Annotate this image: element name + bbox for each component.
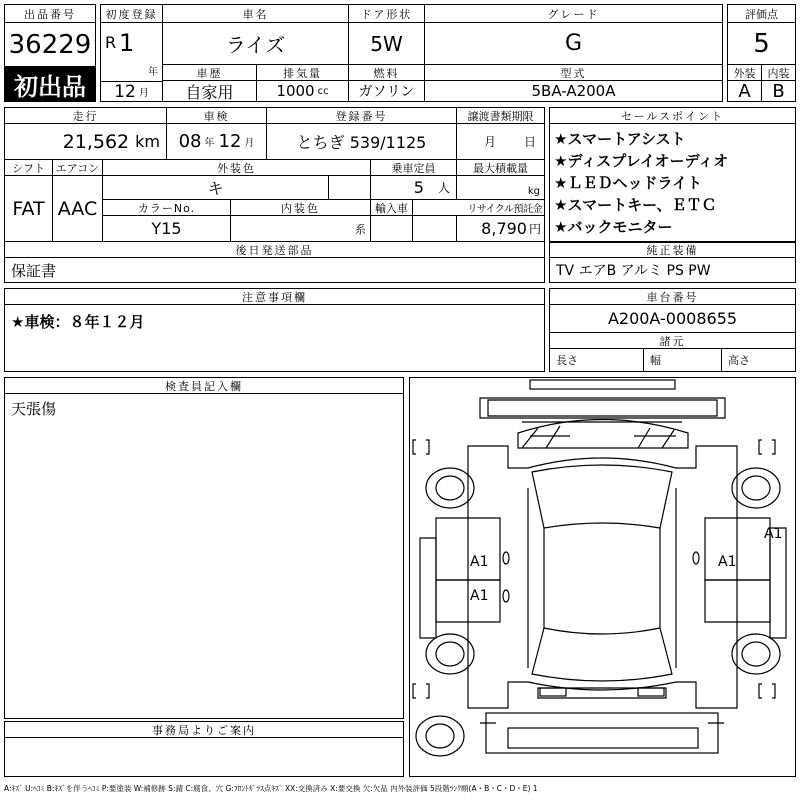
notes-value: ★車検：８年１２月: [11, 313, 145, 331]
inspector-value: 天張傷: [11, 400, 57, 418]
inspector-label: 検査員記入欄: [5, 378, 403, 394]
lot-box: [4, 4, 96, 102]
load-cell: [457, 176, 544, 200]
later-parts-value: 保証書: [11, 261, 57, 280]
spec-length: 長さ: [550, 349, 644, 371]
aircon-label: エアコン: [53, 160, 103, 176]
damage-mark: A1: [764, 526, 783, 542]
shift-value: FAT: [5, 176, 53, 242]
displacement-value: 1000: [276, 82, 315, 100]
grade: G: [425, 23, 722, 65]
first-reg-era: R: [105, 33, 117, 52]
ext-score-label: 外装: [728, 65, 762, 81]
score-box: [727, 4, 796, 102]
shift-label: シフト: [5, 160, 53, 176]
chassis-box: [549, 288, 796, 372]
door-type: 5W: [349, 23, 425, 65]
color-no-label: カラーNo.: [103, 200, 231, 216]
spec-height: 高さ: [728, 354, 750, 367]
inspection-month-unit: 月: [244, 138, 255, 149]
recycle-label: リサイクル預託金: [413, 200, 544, 216]
sales-point-item: ★ＬＥＤヘッドライト: [554, 174, 702, 192]
equipment-label: 純正装備: [550, 242, 795, 258]
color-no-value: Y15: [103, 216, 231, 242]
car-name: ライズ: [163, 23, 349, 65]
model-value: 5BA-A200A: [531, 82, 616, 100]
later-parts-label: 後日発送部品: [5, 242, 544, 258]
inspector-box: [4, 377, 404, 719]
inspection-label: 車検: [167, 108, 267, 124]
aircon-value: AAC: [53, 176, 103, 242]
first-reg-year-unit: 年: [148, 67, 158, 78]
sales-point-item: ★スマートアシスト: [554, 130, 686, 148]
int-score-label: 内装: [762, 65, 795, 81]
load-unit: kg: [527, 186, 540, 197]
fuel-label: 燃料: [349, 65, 425, 81]
int-color-label: 内装色: [231, 200, 371, 216]
mileage-value: 21,562: [62, 130, 130, 153]
inspection-month: 12: [218, 131, 242, 152]
ext-color-label: 外装色: [103, 160, 371, 176]
import-label: 輸入車: [371, 200, 413, 216]
history-value: 自家用: [163, 81, 257, 101]
first-reg-month-unit: 月: [138, 88, 149, 99]
sales-points-label: セールスポイント: [550, 108, 795, 124]
fuel-value: ガソリン: [349, 81, 425, 101]
int-score: B: [772, 81, 785, 101]
transfer-cell: [457, 124, 544, 160]
capacity-unit: 人: [437, 181, 450, 195]
damage-mark: A1: [718, 554, 737, 570]
car-diagram-box: [409, 377, 796, 777]
inspection-cell: [167, 124, 267, 160]
office-label: 事務局よりご案内: [5, 722, 403, 738]
displacement-cell: [257, 81, 349, 101]
mileage-unit: km: [135, 132, 160, 151]
history-label: 車歴: [163, 65, 257, 81]
sales-point-item: ★バックモニター: [554, 218, 673, 236]
spec-width: 幅: [644, 349, 722, 371]
damage-mark: A1: [470, 588, 489, 604]
recycle-value: 8,790: [481, 219, 527, 238]
detail-box: [4, 107, 545, 283]
sales-points-box: [549, 107, 796, 283]
transfer-month-unit: 月: [483, 135, 496, 149]
car-name-label: 車名: [163, 5, 349, 23]
first-reg-month: 12: [114, 81, 136, 101]
plate-label: 登録番号: [267, 108, 457, 124]
import-cell: [371, 216, 413, 242]
office-box: [4, 721, 404, 777]
capacity-cell: [371, 176, 457, 200]
ext-score: A: [728, 81, 762, 101]
score-value: 5: [728, 23, 795, 65]
recycle-unit: 円: [528, 222, 541, 236]
recycle-cell: [457, 216, 544, 242]
notes-box: [4, 288, 545, 372]
damage-mark: A1: [470, 554, 489, 570]
capacity-label: 乗車定員: [371, 160, 457, 176]
transfer-label: 譲渡書類期限: [457, 108, 544, 124]
int-color-cell: [231, 216, 371, 242]
vehicle-info-box: [100, 4, 723, 102]
ext-color-value: キ: [103, 176, 329, 200]
int-color-unit: 系: [355, 222, 366, 236]
lot-label: 出品番号: [5, 5, 95, 23]
grade-label: グレード: [425, 5, 722, 23]
mileage-cell: [5, 124, 167, 160]
lot-number: 36229: [5, 23, 95, 67]
car-diagram: [410, 378, 795, 776]
inspection-year: 08: [178, 131, 202, 152]
inspection-year-unit: 年: [204, 138, 215, 149]
first-reg-year: 1: [119, 29, 135, 57]
sales-point-item: ★スマートキー、ＥＴＣ: [554, 196, 717, 214]
equipment-value: TV エアB アルミ PS PW: [556, 263, 711, 279]
import-extra: [413, 216, 457, 242]
plate-value: とちぎ 539/1125: [267, 124, 457, 160]
displacement-label: 排気量: [257, 65, 349, 81]
displacement-unit: cc: [317, 85, 329, 97]
sales-points-list: [550, 124, 795, 242]
chassis-label: 車台番号: [550, 289, 795, 305]
sales-point-item: ★ディスプレイオーディオ: [554, 152, 729, 170]
ext-color-extra: [329, 176, 371, 200]
first-reg-label: 初度登録: [101, 5, 163, 23]
mileage-label: 走行: [5, 108, 167, 124]
transfer-day-unit: 日: [523, 135, 536, 149]
score-label: 評価点: [728, 5, 795, 23]
model-label: 型式: [425, 65, 722, 81]
chassis-value: A200A-0008655: [550, 305, 795, 333]
door-label: ドア形状: [349, 5, 425, 23]
capacity-value: 5: [413, 178, 424, 197]
load-label: 最大積載量: [457, 160, 544, 176]
first-reg-year-cell: [101, 23, 163, 85]
first-listing-badge: 初出品: [5, 67, 95, 101]
notes-label: 注意事項欄: [5, 289, 544, 305]
legend: A:ｷｽﾞ U:ﾍｺﾐ B:ｷｽﾞを伴うﾍｺﾐ P:要塗装 W:補修跡 S:錆 C:腐食、穴 G:ﾌﾛﾝﾄｶﾞﾗｽ点ｷｽﾞ XX:交換済み X:要交換 欠:欠品 内外装評価 5段階ﾗﾝｸ順(A・B・C・D・E) 1: [4, 784, 538, 793]
first-reg-month-cell: [101, 81, 163, 101]
specs-label: 諸元: [550, 333, 795, 349]
